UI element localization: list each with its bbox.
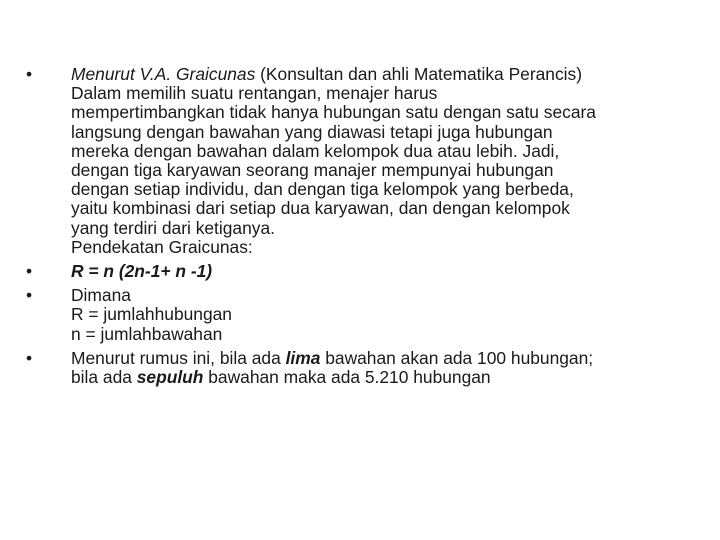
bullet-marker: • [26, 261, 33, 282]
definition-line: yang terdiri dari ketiganya. [71, 217, 275, 238]
variable-definition: R = jumlahhubungan [71, 304, 232, 325]
definition-line: langsung dengan bawahan yang diawasi tetapi juga hubungan [71, 121, 553, 142]
bullet-list [26, 65, 701, 387]
example-emphasis: lima [285, 347, 321, 368]
definition-line: dengan tiga karyawan seorang manajer mempunyai hubungan [71, 160, 554, 181]
definition-line: Dalam memilih suatu rentangan, menajer harus [71, 83, 438, 104]
graicunas-heading: Menurut V.A. Graicunas [71, 64, 256, 84]
bullet-marker: • [26, 347, 33, 368]
where-label: Dimana [71, 285, 131, 306]
bullet-marker: • [26, 285, 33, 306]
bullet-formula [26, 262, 701, 281]
bullet-where [26, 286, 701, 344]
example-text: Menurut rumus ini, bila ada [71, 347, 286, 368]
bullet-marker: • [26, 64, 33, 84]
example-text: bawahan akan ada 100 hubungan; [320, 347, 594, 368]
graicunas-heading-line [71, 65, 701, 84]
bullet-example [26, 349, 701, 387]
graicunas-heading-note: (Konsultan dan ahli Matematika Perancis) [255, 64, 583, 84]
variable-definition: n = jumlahbawahan [71, 323, 223, 344]
definition-line: mereka dengan bawahan dalam kelompok dua atau lebih. Jadi, [71, 140, 560, 161]
approach-label: Pendekatan Graicunas: [71, 236, 253, 257]
definition-line: dengan setiap individu, dan dengan tiga kelompok yang berbeda, [71, 179, 574, 200]
example-line-1 [71, 349, 701, 368]
bullet-graicunas-definition [26, 65, 701, 257]
example-text: bila ada [71, 367, 137, 388]
definition-line: yaitu kombinasi dari setiap dua karyawan, dan dengan kelompok [71, 198, 570, 219]
definition-line: mempertimbangkan tidak hanya hubungan satu dengan satu secara [71, 102, 596, 123]
formula: R = n (2n-1+ n -1) [71, 261, 213, 282]
example-line-2 [71, 368, 701, 387]
example-emphasis: sepuluh [136, 367, 204, 388]
example-text: bawahan maka ada 5.210 hubungan [203, 367, 491, 388]
